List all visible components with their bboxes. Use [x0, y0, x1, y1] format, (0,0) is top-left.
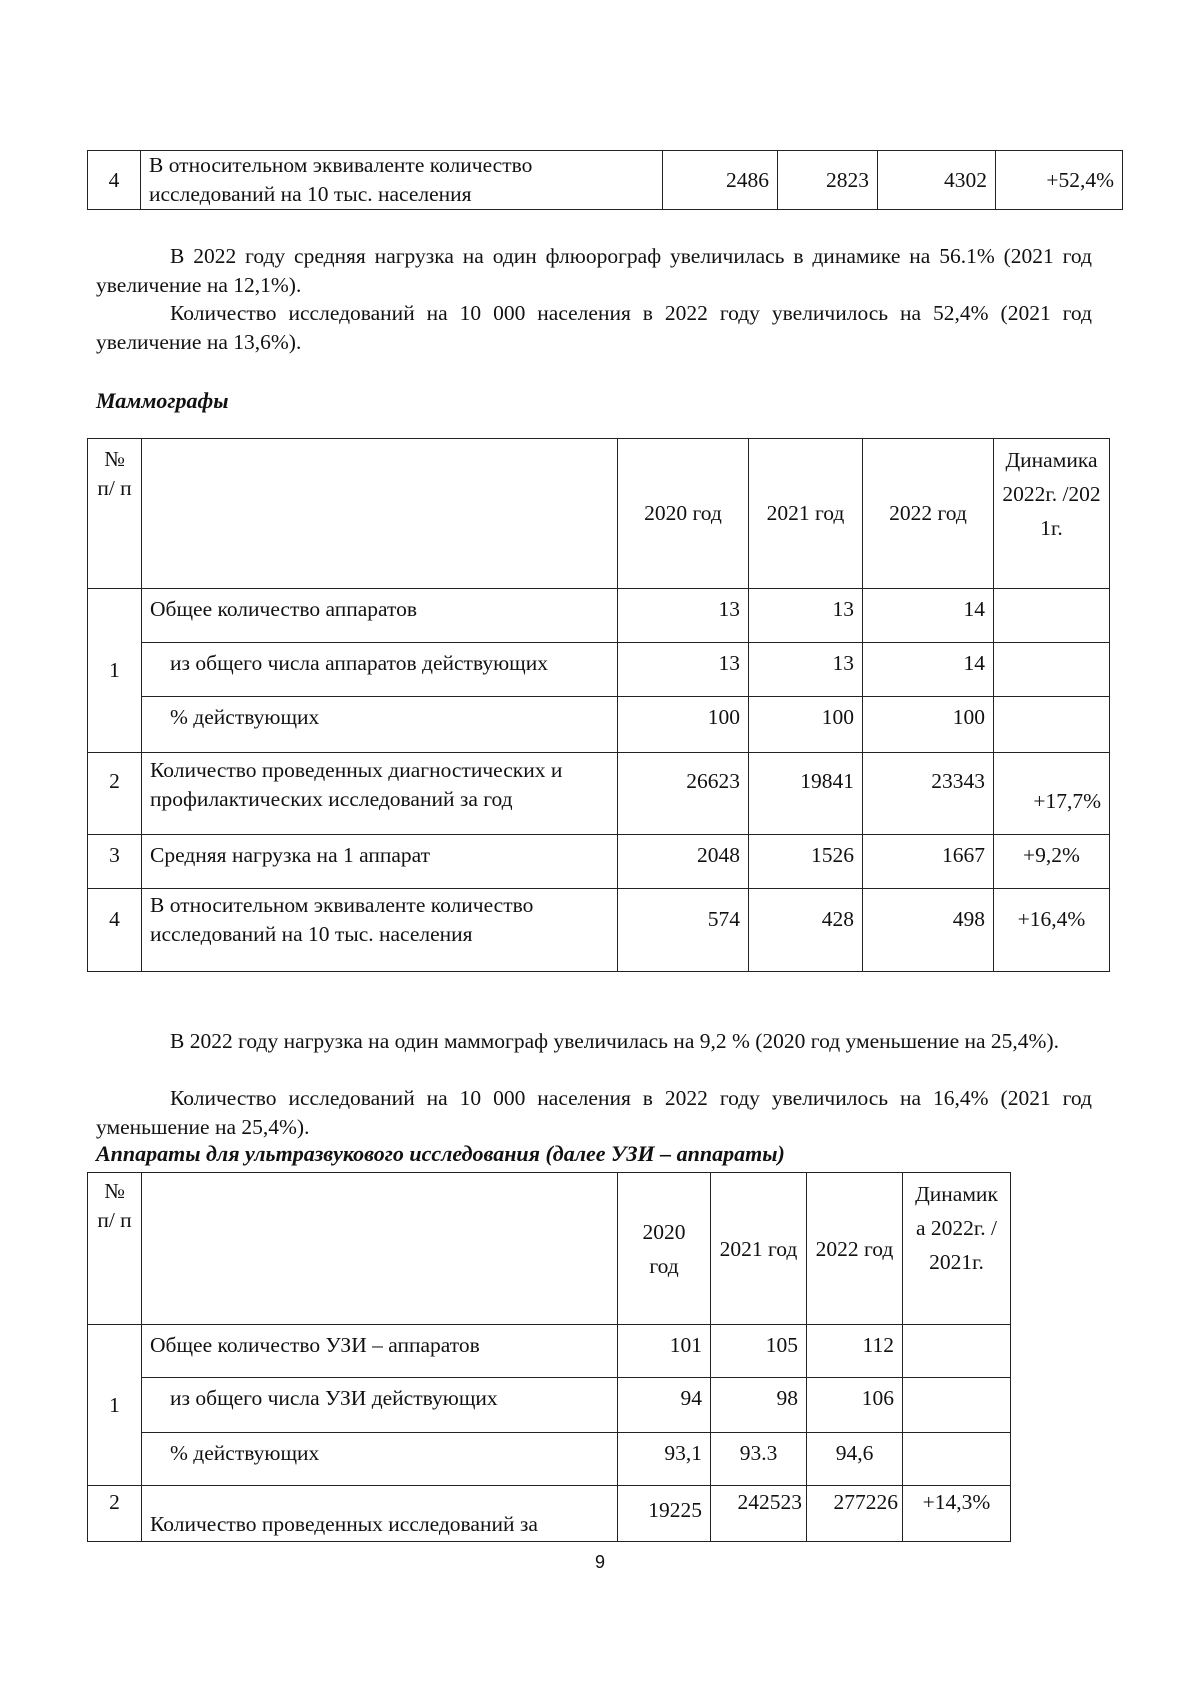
value-dynamics — [994, 697, 1110, 753]
fluoro-table-fragment — [87, 150, 1123, 210]
paragraph-mammo-load: В 2022 году нагрузка на один маммограф увеличилась на 9,2 % (2020 год уменьшение на 25,4%). — [170, 1029, 1059, 1053]
value-2020: 13 — [618, 643, 749, 697]
value-2020: 19225 — [618, 1486, 711, 1542]
row-label: Количество проведенных диагностических и профилактических исследований за год — [142, 753, 618, 835]
value-2022: 1667 — [863, 835, 994, 889]
value-dynamics: +17,7% — [994, 753, 1110, 835]
value-dynamics: +52,4% — [996, 151, 1123, 210]
value-2021: 93.3 — [711, 1433, 807, 1486]
value-2021: 242523 — [711, 1486, 807, 1542]
table-row — [88, 1433, 1011, 1486]
row-number: 2 — [88, 1486, 142, 1542]
row-label: из общего числа аппаратов действующих — [142, 643, 618, 697]
header-dynamics: Динамика 2022г. /2021г. — [994, 439, 1110, 589]
table-row — [88, 1325, 1011, 1378]
table-header-row — [88, 439, 1110, 589]
row-label: Количество проведенных исследований за — [142, 1486, 618, 1542]
header-2020: 2020 год — [618, 439, 749, 589]
value-2022: 94,6 — [807, 1433, 903, 1486]
value-2021: 100 — [749, 697, 863, 753]
paragraph-fluoro-studies: Количество исследований на 10 000 населения в 2022 году увеличилось на 52,4% (2021 год увеличение на 13,6%). — [96, 301, 1092, 354]
header-label — [142, 1173, 618, 1325]
value-2022: 498 — [863, 889, 994, 972]
section-heading-uzi: Аппараты для ультразвукового исследования (далее УЗИ – аппараты) — [96, 1141, 785, 1166]
header-2021: 2021 год — [749, 439, 863, 589]
header-number: № п/ п — [88, 1173, 142, 1325]
value-2022: 100 — [863, 697, 994, 753]
header-2021: 2021 год — [711, 1173, 807, 1325]
value-2022: 14 — [863, 589, 994, 643]
value-2021: 1526 — [749, 835, 863, 889]
value-2021: 105 — [711, 1325, 807, 1378]
header-2022: 2022 год — [863, 439, 994, 589]
section-heading-mammo: Маммографы — [96, 388, 229, 413]
header-2020: 2020 год — [618, 1173, 711, 1325]
value-2020: 101 — [618, 1325, 711, 1378]
value-2021: 13 — [749, 643, 863, 697]
row-label: В относительном эквиваленте количество исследований на 10 тыс. населения — [141, 151, 663, 210]
value-dynamics — [994, 643, 1110, 697]
header-dynamics: Динамика 2022г. /2021г. — [903, 1173, 1011, 1325]
value-dynamics — [903, 1325, 1011, 1378]
value-2020: 93,1 — [618, 1433, 711, 1486]
value-2022: 112 — [807, 1325, 903, 1378]
row-label: % действующих — [142, 1433, 618, 1486]
row-label: из общего числа УЗИ действующих — [142, 1378, 618, 1433]
value-2020: 100 — [618, 697, 749, 753]
row-number: 1 — [88, 589, 142, 753]
value-2021: 98 — [711, 1378, 807, 1433]
value-2020: 26623 — [618, 753, 749, 835]
value-2020: 13 — [618, 589, 749, 643]
value-2022: 23343 — [863, 753, 994, 835]
row-number: 1 — [88, 1325, 142, 1486]
row-number: 3 — [88, 835, 142, 889]
header-2022: 2022 год — [807, 1173, 903, 1325]
value-2020: 574 — [618, 889, 749, 972]
value-2021: 2823 — [778, 151, 878, 210]
table-row — [88, 589, 1110, 643]
row-number: 4 — [88, 151, 141, 210]
value-dynamics: +9,2% — [994, 835, 1110, 889]
value-2022: 14 — [863, 643, 994, 697]
row-label: Общее количество аппаратов — [142, 589, 618, 643]
header-number: № п/ п — [88, 439, 142, 589]
value-dynamics: +16,4% — [994, 889, 1110, 972]
mammo-table — [87, 438, 1110, 972]
value-2021: 428 — [749, 889, 863, 972]
row-label: В относительном эквиваленте количество исследований на 10 тыс. населения — [142, 889, 618, 972]
table-header-row — [88, 1173, 1011, 1325]
value-2020: 2486 — [663, 151, 778, 210]
table-row — [88, 753, 1110, 835]
table-row — [88, 1378, 1011, 1433]
paragraph-fluoro-load: В 2022 году средняя нагрузка на один флюорограф увеличилась в динамике на 56.1% (2021 год увеличение на 12,1%). — [96, 244, 1092, 297]
value-2020: 94 — [618, 1378, 711, 1433]
table-row — [88, 835, 1110, 889]
table-row — [88, 697, 1110, 753]
row-label: % действующих — [142, 697, 618, 753]
row-label: Общее количество УЗИ – аппаратов — [142, 1325, 618, 1378]
table-row — [88, 151, 1123, 210]
row-label: Средняя нагрузка на 1 аппарат — [142, 835, 618, 889]
table-row — [88, 889, 1110, 972]
value-2021: 19841 — [749, 753, 863, 835]
value-dynamics — [903, 1378, 1011, 1433]
row-number: 4 — [88, 889, 142, 972]
value-dynamics — [994, 589, 1110, 643]
value-dynamics: +14,3% — [903, 1486, 1011, 1542]
table-row — [88, 1486, 1011, 1542]
header-label — [142, 439, 618, 589]
paragraph-mammo-studies: Количество исследований на 10 000 населения в 2022 году увеличилось на 16,4% (2021 год уменьшение на 25,4%). — [96, 1086, 1092, 1139]
page-number: 9 — [594, 1552, 605, 1572]
table-row — [88, 643, 1110, 697]
value-2021: 13 — [749, 589, 863, 643]
value-2022: 277226 — [807, 1486, 903, 1542]
uzi-table — [87, 1172, 1011, 1542]
value-2022: 4302 — [878, 151, 996, 210]
value-dynamics — [903, 1433, 1011, 1486]
value-2022: 106 — [807, 1378, 903, 1433]
row-number: 2 — [88, 753, 142, 835]
value-2020: 2048 — [618, 835, 749, 889]
